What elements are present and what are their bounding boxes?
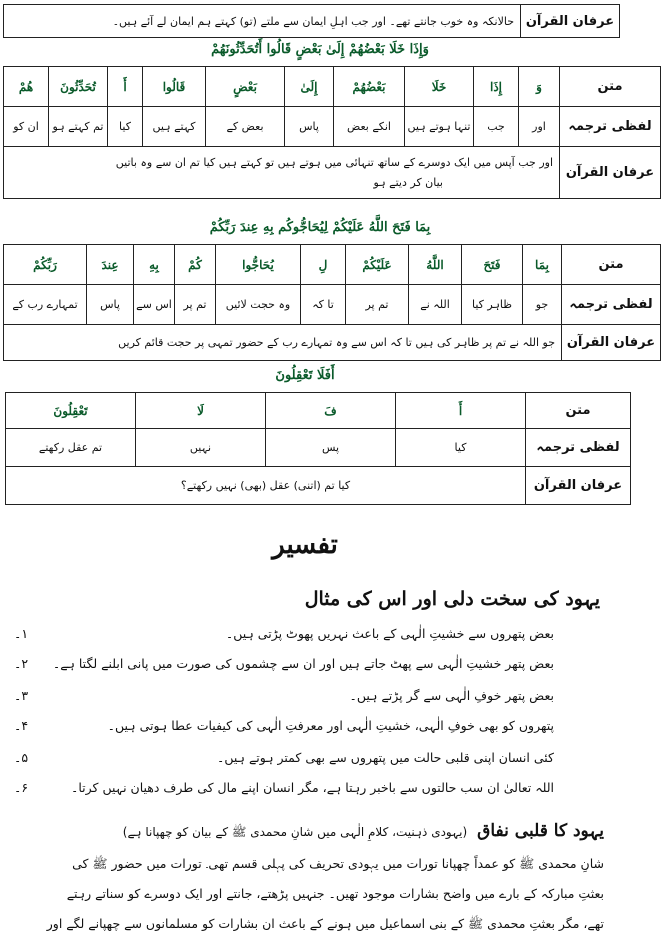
item-number: ۴۔ xyxy=(14,718,29,733)
v2-meaning: اس سے xyxy=(134,285,175,325)
v2-word: عَلَيْكُمْ xyxy=(346,245,409,285)
section2-line: شانِ محمدی ﷺ کو عمداً چھپانا تورات میں یہودی تحریف کی پہلی قسم تھی۔ تورات میں حضور ﷺ کی xyxy=(72,856,604,871)
item-number: ۱۔ xyxy=(14,626,29,641)
v2-word: رَبِّكُمْ xyxy=(4,245,87,285)
v1-meaning: اور xyxy=(519,107,560,147)
verse1-table xyxy=(3,66,661,199)
v2-meaning: تم پر xyxy=(346,285,409,325)
v1-word: بَعْضُهُمْ xyxy=(334,67,405,107)
v1-meaning: انکے بعض xyxy=(334,107,405,147)
v1-word: قَالُوا xyxy=(143,67,206,107)
v3-meaning: تم عقل رکھتے xyxy=(6,429,136,467)
v1-meaning: جب xyxy=(474,107,519,147)
section2-heading-row xyxy=(6,820,604,846)
v3-word: فَ xyxy=(266,393,396,429)
v3-word: لَا xyxy=(136,393,266,429)
v2-meaning: پاس xyxy=(87,285,134,325)
v2-word: فَتَحَ xyxy=(462,245,523,285)
item-number: ۶۔ xyxy=(14,780,29,795)
section1-item xyxy=(6,750,604,772)
v1-meaning: کیا xyxy=(108,107,143,147)
v1-word: إِلَىٰ xyxy=(285,67,334,107)
v3-meaning: کیا xyxy=(396,429,526,467)
section2-heading: یہود کا قلبی نفاق xyxy=(477,821,604,841)
section2-subheading: (یہودی ذہنیت، کلامِ الٰہی میں شانِ محمدی ﷺ کے بیان کو چھپانا ہے) xyxy=(122,825,468,839)
v1-word: بَعْضٍ xyxy=(206,67,285,107)
v3-row-label: عرفان القرآن xyxy=(526,467,631,505)
v1-word: هُمْ xyxy=(4,67,49,107)
v2-meaning: جو xyxy=(523,285,562,325)
v1-meaning: بعض کے xyxy=(206,107,285,147)
v1-translation-line1: اور جب آپس میں ایک دوسرے کے ساتھ تنہائی میں ہوتے ہیں تو کہتے ہیں کیا تم ان سے وہ باتیں xyxy=(115,155,553,169)
v2-row-label: لفظی ترجمہ xyxy=(562,285,661,325)
top-row-table xyxy=(3,4,620,38)
top-row-label: عرفان القرآن xyxy=(521,5,620,38)
section1-item xyxy=(6,656,604,678)
v2-word: بِمَا xyxy=(523,245,562,285)
v1-word: إِذَا xyxy=(474,67,519,107)
item-text: کئی انسان اپنی قلبی حالت میں پتھروں سے بھی کمتر ہوتے ہیں۔ xyxy=(217,750,554,765)
v1-meaning: تنہا ہوتے ہیں xyxy=(405,107,474,147)
v2-word: يُحَاجُّوا xyxy=(216,245,301,285)
section1-item xyxy=(6,688,604,710)
v1-translation-cell xyxy=(4,147,560,199)
item-text: بعض پتھر خشیتِ الٰہی سے پھٹ جاتے ہیں اور ان سے چشموں کی صورت میں پانی ابلنے لگتا ہے۔ xyxy=(52,656,554,671)
item-number: ۳۔ xyxy=(14,688,29,703)
v1-word: وَ xyxy=(519,67,560,107)
v2-meaning: تا کہ xyxy=(301,285,346,325)
item-number: ۲۔ xyxy=(14,656,29,671)
v2-word: اللَّهُ xyxy=(409,245,462,285)
v1-word: خَلَا xyxy=(405,67,474,107)
verse3-table xyxy=(5,392,631,505)
item-text: اللہ تعالیٰ ان سب حالتوں سے باخبر رہتا ہے، مگر انسان اپنے مال کی طرف دھیان نہیں کرتا۔ xyxy=(71,780,554,795)
item-number: ۵۔ xyxy=(14,750,29,765)
v2-translation: جو اللہ نے تم پر ظاہر کی ہیں تا کہ اس سے وہ تمہارے رب کے حضور تمہی پر حجت قائم کریں xyxy=(4,325,562,361)
section1-item xyxy=(6,626,604,648)
v1-row-label: متن xyxy=(560,67,661,107)
v2-meaning: تم پر xyxy=(175,285,216,325)
item-text: بعض پتھر خوفِ الٰہی سے گر پڑتے ہیں۔ xyxy=(349,688,554,703)
verse1-title: وَإِذَا خَلَا بَعْضُهُمْ إِلَىٰ بَعْضٍ قَالُوا أَتُحَدِّثُونَهُمْ xyxy=(211,42,429,57)
v2-word: لِ xyxy=(301,245,346,285)
v2-word: كُمْ xyxy=(175,245,216,285)
v3-word: تَعْقِلُونَ xyxy=(6,393,136,429)
tafseer-heading: تفسیر xyxy=(272,530,338,560)
v3-meaning: پس xyxy=(266,429,396,467)
v3-word: أَ xyxy=(396,393,526,429)
section2-line: تھے، مگر بعثتِ محمدی ﷺ کے بنی اسماعیل میں ہونے کے باعث ان بشارات کو مسلمانوں سے چھپانے لگے اور xyxy=(46,916,604,931)
v2-word: بِهِ xyxy=(134,245,175,285)
v1-meaning: کہتے ہیں xyxy=(143,107,206,147)
v2-meaning: وہ حجت لائیں xyxy=(216,285,301,325)
v1-translation-line2: بیان کر دیتے ہو xyxy=(373,175,443,189)
section1-heading: یہود کی سخت دلی اور اس کی مثال xyxy=(304,588,600,610)
v2-meaning: تمہارے رب کے xyxy=(4,285,87,325)
v1-word: أَ xyxy=(108,67,143,107)
v1-row-label: لفظی ترجمہ xyxy=(560,107,661,147)
v2-word: عِندَ xyxy=(87,245,134,285)
section1-item xyxy=(6,780,604,802)
v3-row-label: متن xyxy=(526,393,631,429)
v2-meaning: ظاہر کیا xyxy=(462,285,523,325)
item-text: بعض پتھروں سے خشیتِ الٰہی کے باعث نہریں پھوٹ پڑتی ہیں۔ xyxy=(225,626,554,641)
v1-meaning: ان کو xyxy=(4,107,49,147)
section1-item xyxy=(6,718,604,740)
v3-meaning: نہیں xyxy=(136,429,266,467)
v2-row-label: عرفان القرآن xyxy=(562,325,661,361)
v2-meaning: اللہ نے xyxy=(409,285,462,325)
v1-row-label: عرفان القرآن xyxy=(560,147,661,199)
v1-meaning: پاس xyxy=(285,107,334,147)
v2-row-label: متن xyxy=(562,245,661,285)
verse2-table xyxy=(3,244,661,361)
v3-row-label: لفظی ترجمہ xyxy=(526,429,631,467)
section2-line: بعثتِ مبارکہ کے بارے میں واضح بشارات موجود تھیں۔ جنہیں پڑھتے، جانتے اور ایک دوسرے کو سناتے رہتے xyxy=(66,886,604,901)
verse2-title: بِمَا فَتَحَ اللَّهُ عَلَيْكُمْ لِيُحَاجُّوكُم بِهِ عِندَ رَبِّكُمْ xyxy=(209,220,431,235)
item-text: پتھروں کو بھی خوفِ الٰہی، خشیتِ الٰہی اور معرفتِ الٰہی کی کیفیات عطا ہوتی ہیں۔ xyxy=(107,718,554,733)
v3-translation: کیا تم (اتنی) عقل (بھی) نہیں رکھتے؟ xyxy=(6,467,526,505)
v1-word: تُحَدِّثُونَ xyxy=(49,67,108,107)
top-row-text: حالانکہ وہ خوب جانتے تھے۔ اور جب اہلِ ایمان سے ملتے (تو) کہتے ہم ایمان لے آئے ہیں۔ xyxy=(4,5,521,38)
v1-meaning: تم کہتے ہو xyxy=(49,107,108,147)
verse3-title: أَفَلَا تَعْقِلُونَ xyxy=(275,368,335,383)
